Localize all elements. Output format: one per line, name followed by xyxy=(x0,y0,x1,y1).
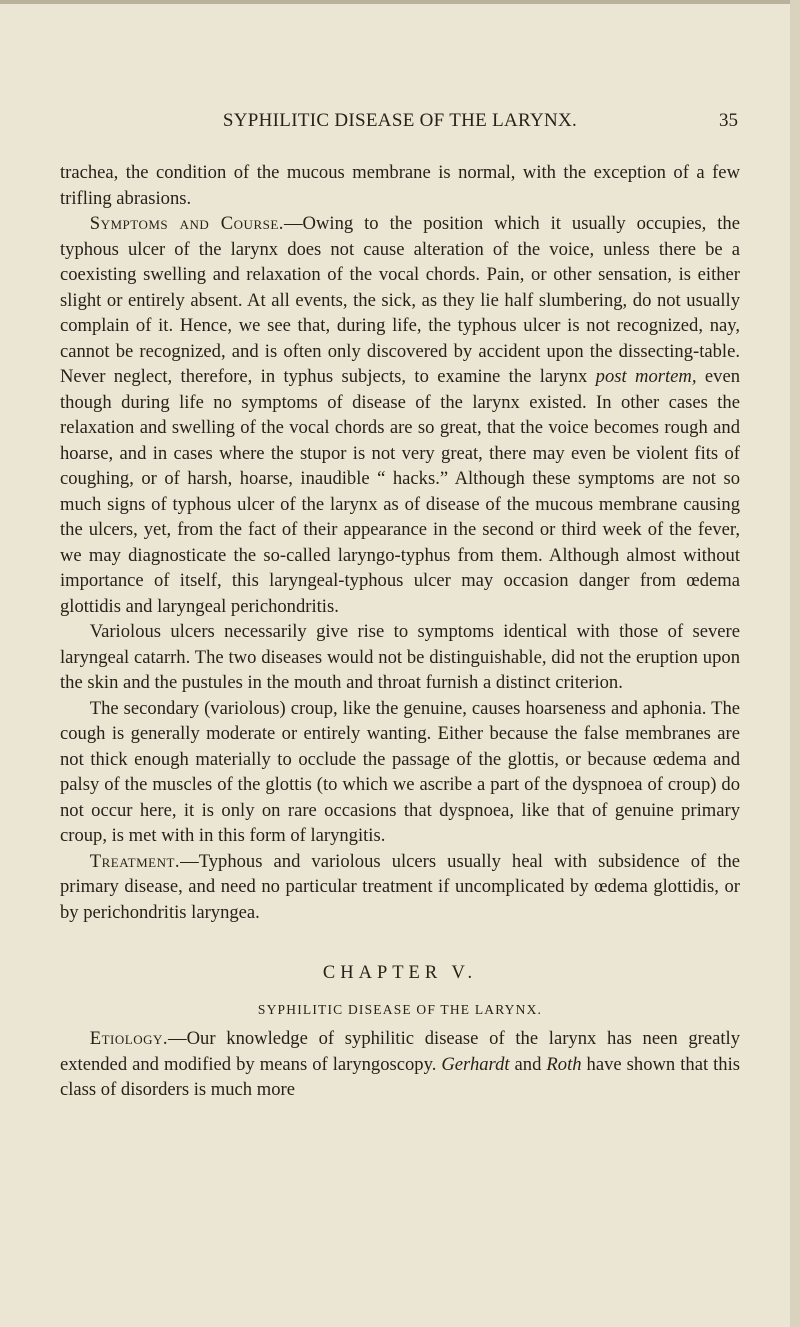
chapter-subtitle: SYPHILITIC DISEASE OF THE LARYNX. xyxy=(257,1001,543,1017)
conjunction-and: and xyxy=(509,1053,547,1075)
paragraph-symptoms xyxy=(60,211,740,619)
chapter-title: CHAPTER V. xyxy=(322,963,478,983)
page-number: 35 xyxy=(719,110,738,131)
italic-phrase-post-mortem: post mortem, xyxy=(595,366,697,387)
page-top-edge xyxy=(0,0,800,4)
paragraph-symptoms-text: —Owing to the position which it usually occupies, the typhous ulcer of the larynx does not cause alteration of the voice, unless there be a coexisting swelling and relaxation of the vocal chords. Pain, or other sensation, is either slight or entirely absent. At all events, the sick, as they lie half slumbering, do not usually complain of it. Hence, we see that, during life, the typhous ulcer is not recognized, nay, cannot be recognized, and is often only discovered by accident upon the dissecting-table. Never neglect, therefore, in typhus subjects, to examine the larynx xyxy=(60,213,740,387)
running-head: SYPHILITIC DISEASE OF THE LARYNX. xyxy=(222,110,578,131)
paragraph-etiology-text: —Our knowledge of syphilitic disease of the larynx has neen greatly extended and modified by means of laryngoscopy. xyxy=(60,1028,740,1075)
paragraph-treatment xyxy=(60,849,740,926)
paragraph-etiology-text-2: have shown that this class of disorders is much more xyxy=(60,1053,740,1100)
section-heading-symptoms: Symptoms and Course. xyxy=(89,213,284,234)
paragraph-treatment-text: —Typhous and variolous ulcers usually heal with subsidence of the primary disease, and need no particular treatment if uncomplicated by œdema glottidis, or by perichondritis laryngea. xyxy=(60,850,740,923)
page-right-edge xyxy=(790,0,800,1327)
page-header xyxy=(60,104,740,138)
section-heading-treatment: Treatment. xyxy=(89,850,181,872)
section-heading-etiology: Etiology. xyxy=(89,1028,169,1049)
body-text xyxy=(60,160,740,1103)
paragraph-variolous: Variolous ulcers necessarily give rise to symptoms identical with those of severe laryngeal catarrh. The two diseases would not be distinguishable, did not the eruption upon the skin and the pustules in the mouth and throat furnish a distinct criterion. xyxy=(60,621,740,693)
paragraph-continuation: trachea, the condition of the mucous membrane is normal, with the exception of a few trifling abrasions. xyxy=(60,162,740,209)
paragraph-croup: The secondary (variolous) croup, like the genuine, causes hoarseness and aphonia. The cough is generally moderate or entirely wanting. Either because the false membranes are not thick enough materially to occlude the passage of the glottis, or because œdema and palsy of the muscles of the glottis (to which we ascribe a part of the dyspnoea of croup) do not occur here, it is only on rare occasions that dyspnoea, like that of genuine primary croup, is met with in this form of laryngitis. xyxy=(60,697,740,846)
paragraph-etiology xyxy=(60,1026,740,1103)
author-name-roth: Roth xyxy=(546,1053,582,1075)
paragraph-symptoms-text-2: even though during life no symptoms of disease of the larynx existed. In other cases the relaxation and swelling of the vocal chords are so great, that the voice becomes rough and hoarse, and in cases where the stupor is not very great, there may even be violent fits of coughing, or of harsh, hoarse, inaudible “ hacks.” Although these symptoms are not so much signs of typhous ulcer of the larynx as of disease of the mucous membrane causing the ulcers, yet, from the fact of their appearance in the second or third week of the fever, we may diagnosticate the so-called laryngo-typhus from them. Although almost without importance of itself, this laryngeal-typhous ulcer may occasion danger from œdema glottidis and laryngeal perichondritis. xyxy=(60,366,740,617)
author-name-gerhardt: Gerhardt xyxy=(441,1053,510,1075)
